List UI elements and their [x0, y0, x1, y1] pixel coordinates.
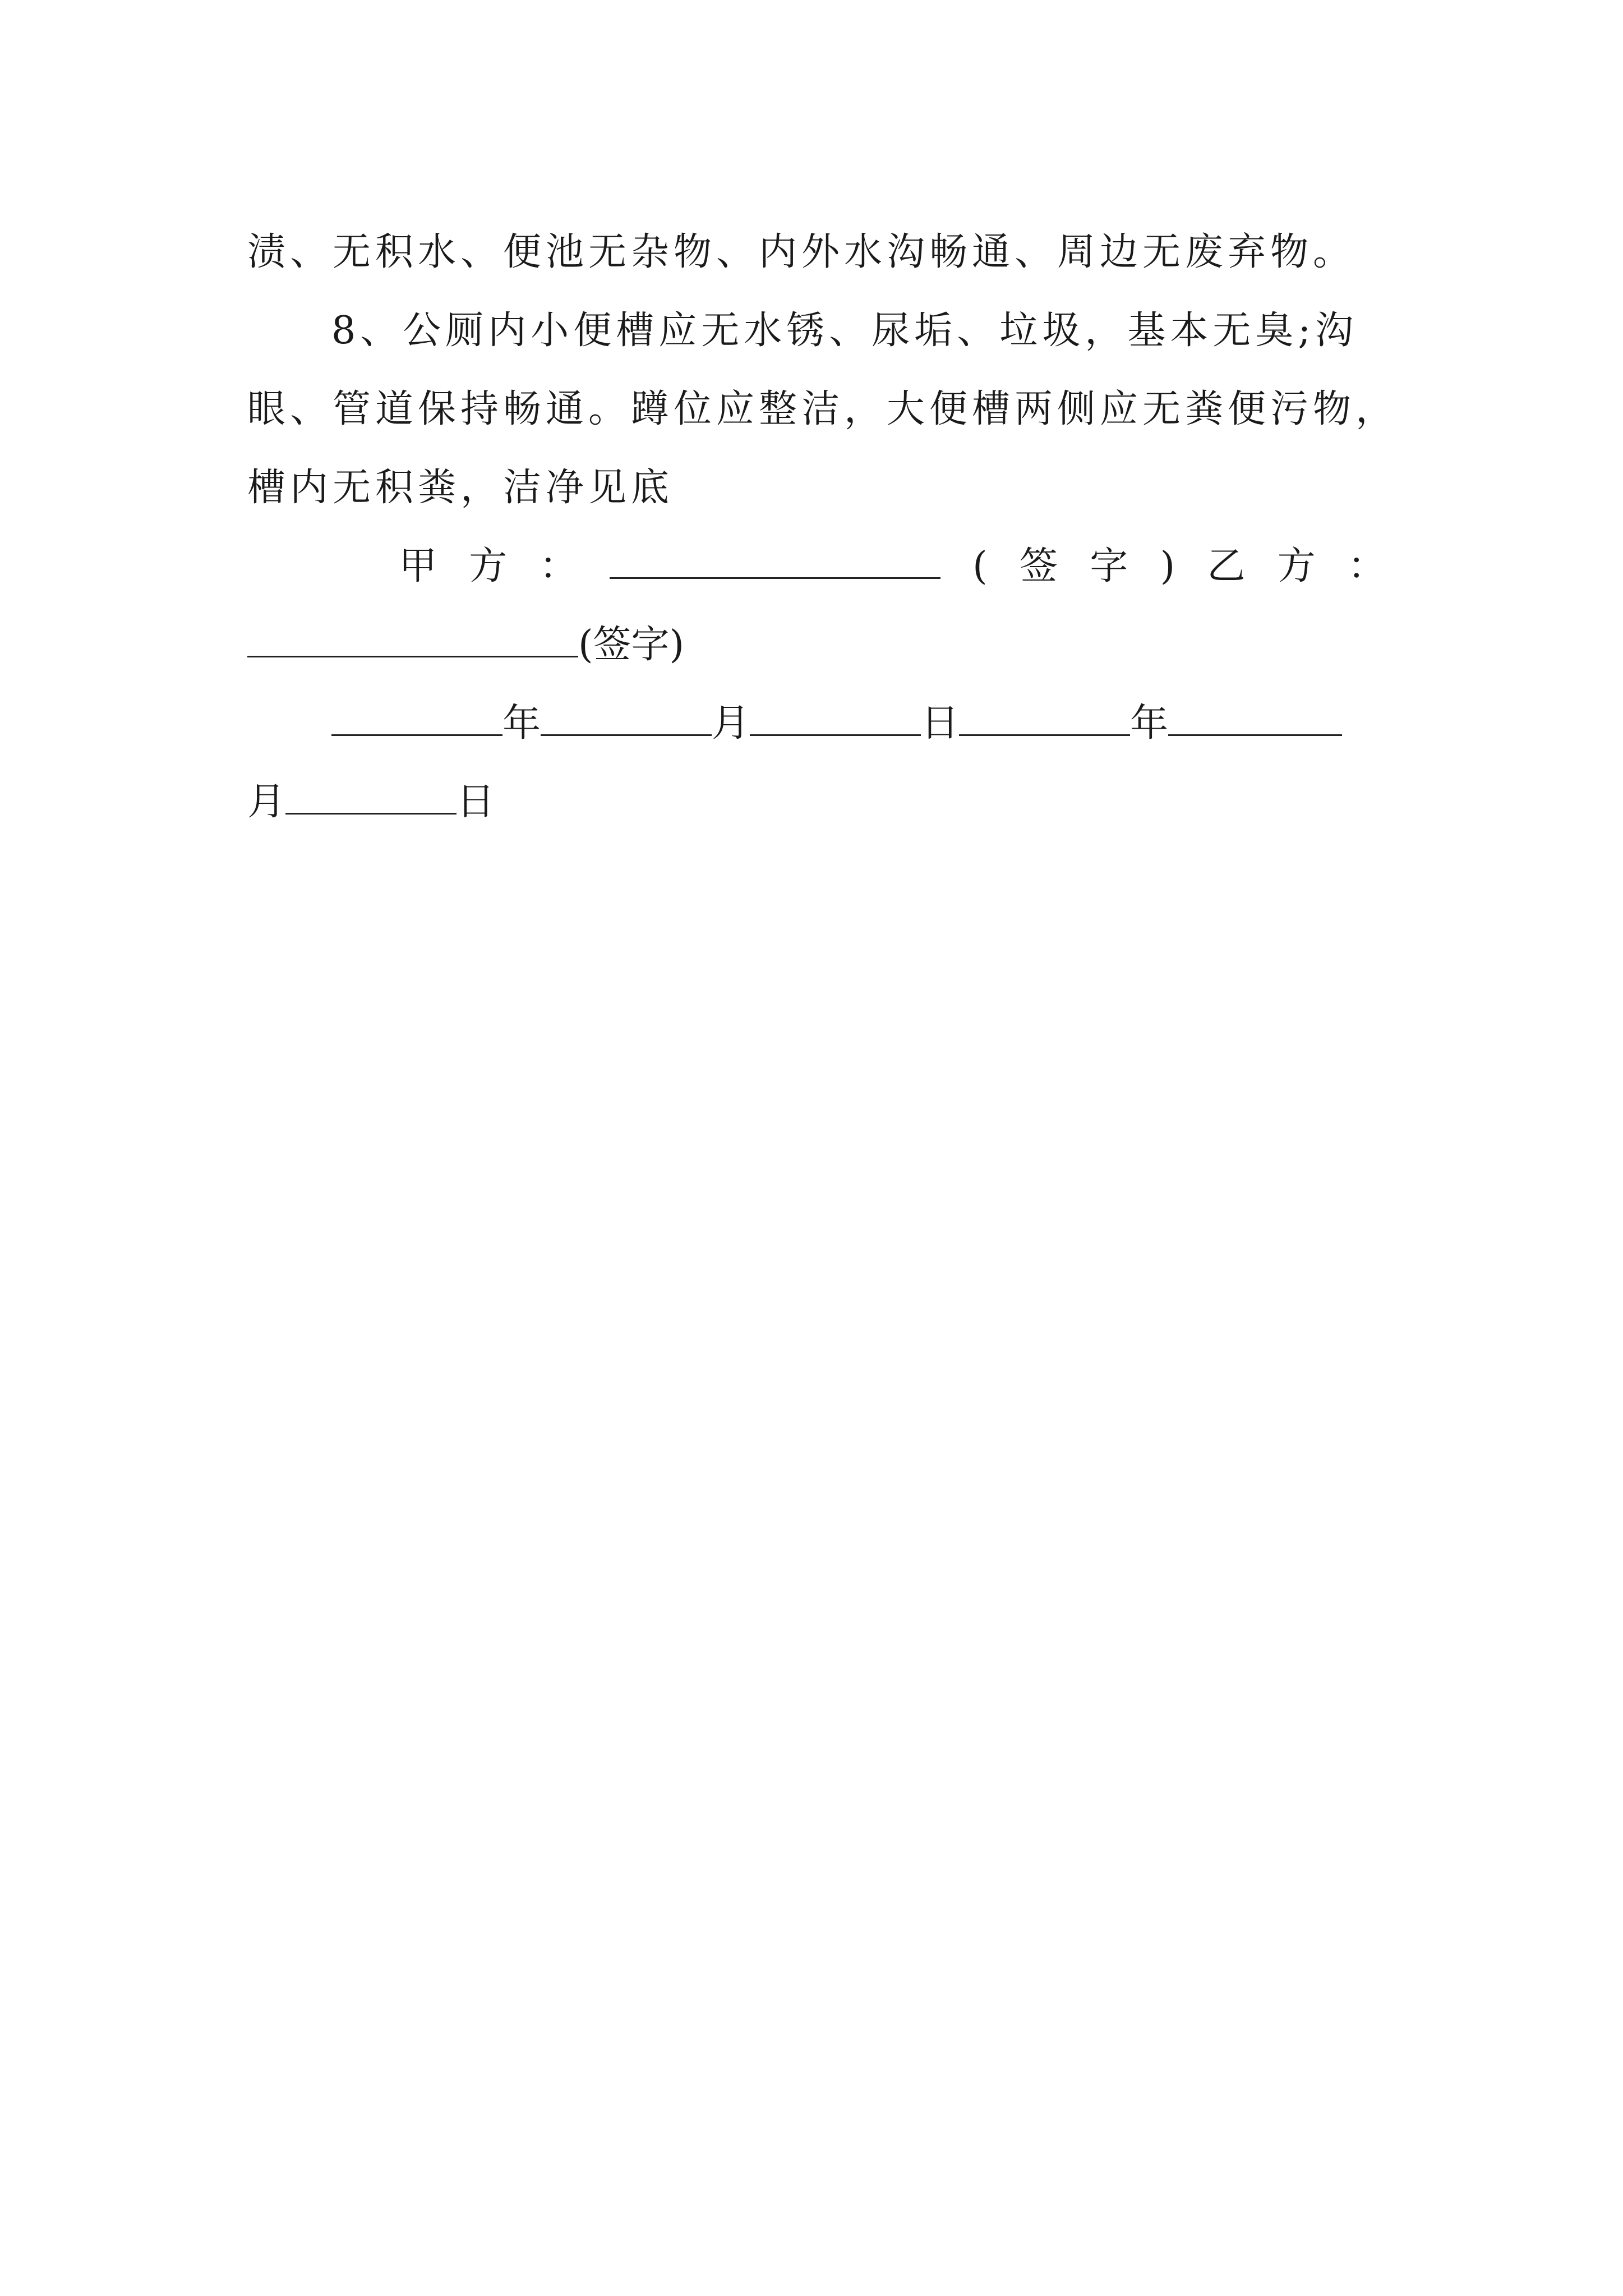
day-label: 日: [921, 701, 960, 746]
date-line: [247, 763, 1386, 841]
month-label: 月: [247, 780, 286, 824]
paragraph-text: 8、公厕内小便槽应无水锈、尿垢、垃圾，基本无臭;沟: [331, 309, 1358, 353]
date-line: [247, 684, 1386, 763]
paragraph-text: 槽内无积粪，洁净见底: [247, 466, 674, 510]
year-field[interactable]: [331, 694, 502, 736]
party-b-char: ：: [1347, 544, 1386, 588]
party-a-char: 甲: [399, 544, 437, 588]
paragraph-line: [247, 213, 1386, 292]
year-label: 年: [1130, 701, 1169, 746]
paragraph-line: [247, 370, 1399, 449]
party-a-char: 方: [469, 544, 508, 588]
month-field[interactable]: [541, 694, 712, 736]
paragraph-line: [247, 449, 1386, 527]
sign-char: (: [972, 544, 988, 588]
sign-char: 字: [1090, 544, 1128, 588]
sign-char: ): [1160, 544, 1175, 588]
month-field[interactable]: [1168, 694, 1342, 736]
party-b-char: 方: [1277, 544, 1316, 588]
signature-line: [247, 527, 1386, 606]
paragraph-line: [247, 292, 1386, 370]
document-body: [247, 213, 1399, 841]
party-b-char: 乙: [1207, 544, 1246, 588]
month-label: 月: [712, 701, 750, 746]
sign-char: 签: [1019, 544, 1058, 588]
party-a-char: ：: [539, 544, 578, 588]
year-field[interactable]: [959, 694, 1130, 736]
party-a-signature-field[interactable]: [610, 537, 940, 579]
day-field[interactable]: [285, 772, 457, 815]
year-label: 年: [502, 701, 541, 746]
signature-line: [247, 606, 1386, 684]
paragraph-text: 眼、管道保持畅通。蹲位应整洁，大便槽两侧应无粪便污物，: [247, 387, 1399, 431]
day-field[interactable]: [750, 694, 921, 736]
paragraph-text: 渍、无积水、便池无杂物、内外水沟畅通、周边无废弃物。: [247, 230, 1356, 274]
day-label: 日: [457, 780, 495, 824]
party-b-signature-field[interactable]: [247, 615, 578, 657]
sign-label: (签字): [578, 623, 685, 667]
